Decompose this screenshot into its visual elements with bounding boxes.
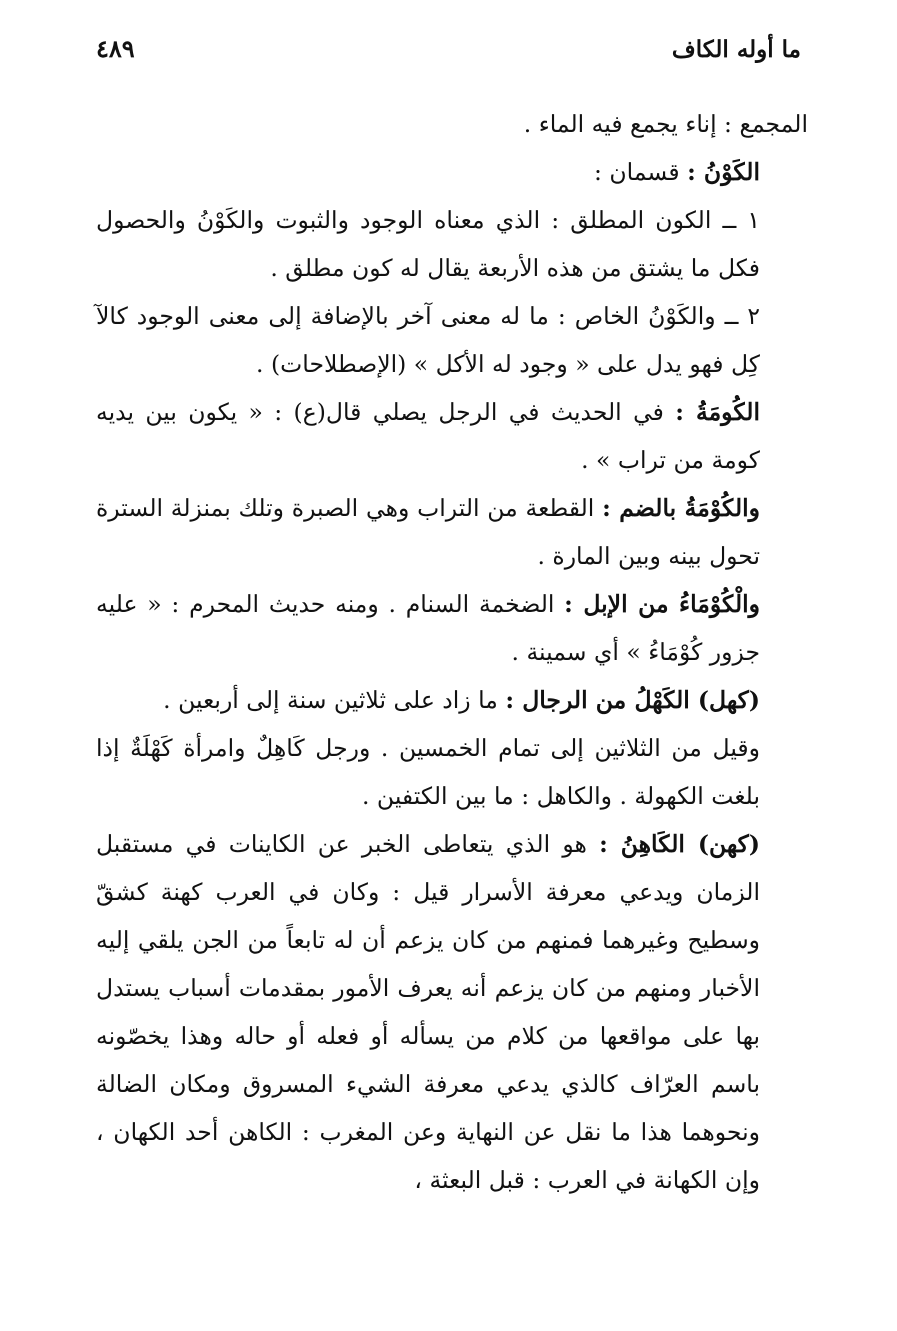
running-header: [96, 30, 801, 70]
entry-definition: الضخمة السنام . ومنه حديث المحرم : « عليه جزور كُوْمَاءُ » أي سمينة .: [96, 590, 760, 666]
entry-kahl: [96, 676, 808, 724]
entry-term: (كهن) الكَاهِنُ :: [599, 830, 760, 858]
entry-kumah: [96, 388, 808, 484]
entry-kahin: [96, 820, 808, 1204]
entry-definition: القطعة من التراب وهي الصبرة وتلك بمنزلة السترة تحول بينه وبين المارة .: [96, 494, 760, 570]
main-text: [96, 100, 808, 1204]
entry-term: (كهل) الكَهْلُ من الرجال :: [505, 686, 760, 714]
chapter-title: ما أوله الكاف: [671, 36, 801, 63]
paragraph-majma: المجمع : إناء يجمع فيه الماء .: [523, 110, 808, 138]
entry-definition: ما زاد على ثلاثين سنة إلى أربعين .: [163, 686, 506, 714]
entry-definition: في الحديث في الرجل يصلي قال(ع) : « يكون بين يديه كومة من تراب » .: [96, 398, 760, 474]
entry-term: والْكُوْمَاءُ من الإبل :: [564, 590, 760, 618]
paragraph-kawn-mutlaq: ١ ــ الكون المطلق : الذي معناه الوجود والثبوت والكَوْنُ والحصول فكل ما يشتق من هذه الأربعة يقال له كون مطلق .: [96, 206, 760, 282]
entry-definition: هو الذي يتعاطى الخبر عن الكاينات في مستقبل الزمان ويدعي معرفة الأسرار قيل : وكان في العرب كهنة كشقّ وسطيح وغيرهما فمنهم من كان يزعم أن له تابعاً من الجن يلقي إليه الأخبار ومنهم من كان يزعم أنه يعرف الأمور بمقدمات أسباب يستدل بها على مواقعها من كلام من يسأله أو فعله أو حاله وهذا يخصّونه باسم العرّاف كالذي يدعي معرفة الشيء المسروق ومكان الضالة ونحوهما هذا ما نقل عن النهاية وعن المغرب : الكاهن أحد الكهان ، وإن الكهانة في العرب : قبل البعثة ،: [96, 830, 760, 1194]
entry-kawn: [96, 148, 808, 196]
entry-term: والكُوْمَةُ بالضم :: [602, 494, 760, 522]
entry-kawma: [96, 580, 808, 676]
paragraph-kawn-khas: ٢ ــ والكَوْنُ الخاص : ما له معنى آخر بالإضافة إلى معنى الوجود كالآ كِل فهو يدل على « وجود له الأكل » (الإصطلاحات) .: [96, 302, 760, 378]
entry-definition: قسمان :: [594, 158, 688, 186]
page-number: ٤٨٩: [96, 34, 135, 63]
entry-term: الكُومَةُ :: [675, 398, 760, 426]
entry-term: الكَوْنُ :: [687, 158, 760, 186]
entry-kumah-damm: [96, 484, 808, 580]
paragraph-kahl-continued: وقيل من الثلاثين إلى تمام الخمسين . ورجل كَاهِلٌ وامرأة كَهْلَةٌ إذا بلغت الكهولة . والكاهل : ما بين الكتفين .: [96, 734, 760, 810]
